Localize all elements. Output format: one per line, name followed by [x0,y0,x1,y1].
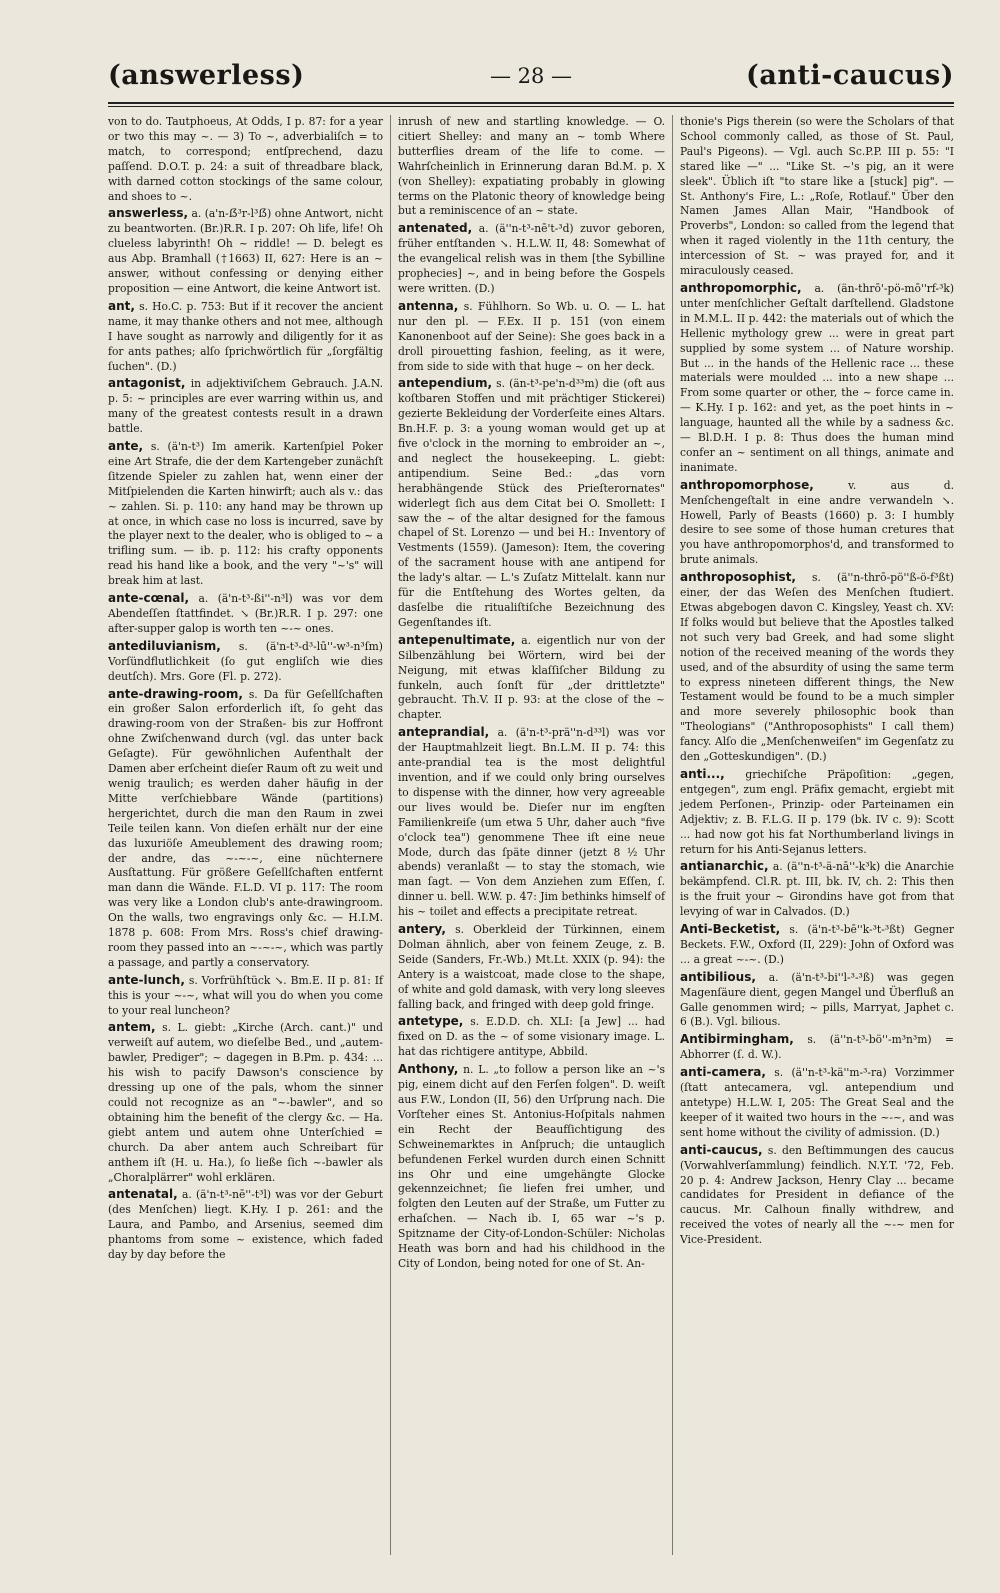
entry-headword: antependium, [398,376,493,391]
entry-text: s. (ä''n-thrō-pö''ß-ö-f³ßt) einer, der das Weſen des Menſchen ſtudiert. Etwas abgebogen davon C. Kingsley, Yeast ch. XV: If folks would but believe that the Apostles talked not such very bad Greek, and had some slight notion of the received meaning of the words they used, and of the absurdity of using the same term to express nineteen different things, the New Testament would be found to be a much simpler and more severely philosophic book than "Theologians" ("Anthroposophists" I call them) fancy. Alſo die „Menſchenweiſen" im Gegenſatz zu den „Gotteskundigen". (D.) [680,571,954,764]
entry-headword: anthropomorphose, [680,477,814,492]
entry-text: s. Da für Geſellſchaften ein großer Salon erforderlich iſt, ſo geht das drawing-room von der Straßen- bis zur Hoffront ohne Zwiſchenwand durch (vgl. das unter back Geſagte). Für gewöhnlichen Aufenthalt der Damen aber erſcheint dieſer Raum oft zu weit und wenig traulich; es werden daher häufig in der Mitte verſchiebbare Wände (partitions) hergerichtet, durch die man den Raum in zwei Teile teilen kann. Von dieſen erhält nur der eine das luxuriöſe Ameublement des drawing room; der andre, das ~-~-~, eine nüchternere Ausſtattung. Für größere Geſellſchaften entfernt man dann die Wände. F.L.D. VI p. 117: The room was very like a London club's ante-drawingroom. On the walls, two engravings only &c. — H.I.M. 1878 p. 608: From Mrs. Ross's chief drawing-room they passed into an ~-~-~, which was partly a passage, and partly a conservatory. [108,687,383,969]
entry-headword: ante-lunch, [108,972,185,987]
dictionary-entry [680,1143,954,1248]
entry-text: s. (ä'n-t³) Im amerik. Kartenſpiel Poker eine Art Strafe, die der dem Kartengeber zunächſt ſitzende Spieler zu zahlen hat, wenn einer der Mitſpielenden die Karten hinwirft; auch als v.: das ~ zahlen. Si. p. 110: any hand may be thrown up at once, in which case no loss is incurred, save by the player next to the dealer, who is obliged to ~ a trifling sum. — ib. p. 112: his crafty opponents read his hand like a book, and the very "~'s" will break him at last. [108,440,383,588]
dictionary-entry [398,221,665,297]
entry-headword: antagonist, [108,376,186,391]
header-rule [108,102,954,104]
entry-headword: answerless, [108,206,189,221]
entry-headword: Antibirmingham, [680,1032,794,1047]
entry-text: s. Oberkleid der Türkinnen, einem Dolman ähnlich, aber von feinem Zeuge, z. B. Seide (Sanders, Fr.-Wb.) Mt.Lt. XXIX (p. 94): the Antery is a waistcoat, made close to the shape, of white and gold damask, with very long sleeves falling back, and fringed with deep gold fringe. [398,923,666,1011]
entry-headword: Anthony, [398,1062,459,1077]
entry-text: s. Vorfrühſtück ↘. Bm.E. II p. 81: If this is your ~-~, what will you do when you come to your real luncheon? [108,973,383,1017]
entry-text: s. (ä'n-t³-d³-lū''-w³-n³ſm) Vorſündflutlichkeit (ſo gut engliſch wie dies deutſch). Mrs. Gore (Fl. p. 272). [108,639,383,683]
entry-text: s. (ä''n-t³-kä''m-³-ra) Vorzimmer (ſtatt antecamera, vgl. antependium und antetype) H.L.W. I, 205: The Great Seal and the keeper of it waited two hours in the ~-~, and was sent home without the civility of admission. (D.) [680,1066,954,1139]
dictionary-entry [108,1020,383,1185]
dictionary-entry [680,281,954,476]
dictionary-entry [108,1187,383,1263]
dictionary-entry [108,591,383,637]
dictionary-entry [680,922,954,968]
dictionary-entry [108,687,383,971]
entry-headword: antetype, [398,1014,464,1029]
entry-text: von to do. Tautphoeus, At Odds, I p. 87: for a year or two this may ~. — 3) To ~, adverbialiſch = to match, to correspond; entſprechend, dazu paſſend. D.O.T. p. 24: a suit of threadbare black, with darned cotton stockings of the same colour, and shoes to ~. [108,115,383,203]
column-left [108,115,390,1555]
dictionary-entry [108,115,383,204]
entry-text: griechiſche Präpoſition: „gegen, entgegen", zum engl. Präfix gemacht, ergiebt mit jedem Perſonen-, Prinzip- oder Parteinamen ein Adjektiv; z. B. F.L.G. II p. 179 (bk. IV c. 9): Scott ... had now got his fat Northumberland livings in return for his Anti-Sejanus letters. [680,767,954,856]
entry-headword: anteprandial, [398,725,490,740]
dictionary-entry [398,725,665,920]
entry-text: thonie's Pigs therein (so were the Scholars of that School commonly called, as those of St. Paul, Paul's Pigeons). — Vgl. auch Sc.P.P. III p. 55: "I stared like —" ... "Like St. ~'s pig, an it were sleek". Üblich iſt "to stare like a [stuck] pig". — St. Anthony's Fire, L.: „Roſe, Rotlauf." Über den Namen James Allan Mair, "Handbook of Proverbs", London: so called from the legend that when it raged violently in the 11th century, the intercession of St. ~ was prayed for, and it miraculously ceased. [680,115,954,278]
entry-text: a. (ä''n-t³-ä-nā''-k³k) die Anarchie bekämpfend. Cl.R. pt. III, bk. IV, ch. 2: This then is the fruit your ~ Girondins have got from that levying of war in Calvados. (D.) [680,860,954,919]
entry-headword: antenated, [398,221,473,236]
entry-text: a. (än-thrō'-pö-mō''rf-³k) unter menſchlicher Geſtalt darſtellend. Gladstone in M.M.L. II p. 442: the materials out of which the Hellenic mythology grew ... were in great part supplied by some system ... of Nature worship. But ... in the hands of the Hellenic race ... these materials were moulded ... into a new shape ... From some quarter or other, the ~ force came in. — K.Hy. I p. 162: and yet, as the poet hints in ~ language, haunted all the while by a sadness &c. — Bl.D.H. I p. 8: Thus does the human mind confer an ~ sentiment on all things, animate and inanimate. [680,281,954,474]
entry-headword: antem, [108,1020,156,1035]
entry-headword: antery, [398,922,446,937]
entry-text: a. (ä'n-t³-ßi''-n³l) was vor dem Abendeſſen ſtattfindet. ↘ (Br.)R.R. I p. 297: one after-supper galop is worth ten ~-~ ones. [108,592,383,635]
entry-headword: Anti-Becketist, [680,922,781,937]
entry-text: a. eigentlich nur von der Silbenzählung bei Wörtern, wird bei der Neigung, mit etwas klaſſiſcher Bildung zu funkeln, auch ſonſt für „der drittletzte" gebraucht. Th.V. II p. 93: at the close of the ~ chapter. [398,633,665,722]
dictionary-entry [680,570,954,765]
page-number: — 28 — [489,64,573,88]
dictionary-entry [108,299,383,375]
entry-headword: ante, [108,439,144,454]
entry-headword: ante-drawing-room, [108,686,243,701]
entry-text: s. (ä'n-t³-bē''k-³t-³ßt) Gegner Beckets. F.W., Oxford (II, 229): John of Oxford was ... a great ~-~. (D.) [680,923,954,966]
entry-headword: ante-cœnal, [108,591,190,606]
dictionary-entry [680,1032,954,1063]
entry-headword: anthropomorphic, [680,280,802,295]
entry-headword: antepenultimate, [398,632,516,647]
header-rule-thin [108,106,954,107]
dictionary-entry [108,439,383,589]
dictionary-entry [680,1065,954,1141]
dictionary-entry [398,922,665,1012]
dictionary-entry [398,115,665,219]
entry-text: s. Ho.C. p. 753: But if it recover the ancient name, it may thanke others and not mee, although I have sought as narrowly and diligently for it as for ants pathes; alſo ſprichwörtlich für „ſorgfältig ſuchen". (D.) [108,299,383,373]
dictionary-entry [108,639,383,685]
entry-headword: anthroposophist, [680,570,796,585]
entry-text: s. (ä''n-t³-bö''-m³n³m) = Abhorrer (ſ. d. W.). [680,1033,954,1062]
entry-headword: anti-caucus, [680,1142,763,1157]
page-header [108,56,954,102]
entry-headword: ant, [108,298,135,313]
entry-text: s. E.D.D. ch. XLI: [a Jew] ... had fixed on D. as the ~ of some visionary image. L. hat das richtigere antitype, Abbild. [398,1015,665,1059]
entry-text: a. (ä'n-t³-nē''-t³l) was vor der Geburt (des Menſchen) liegt. K.Hy. I p. 261: and the Laura, and Pambo, and Arsenius, seemed dim phantoms from some ~ existence, which faded day by day before the [108,1188,383,1262]
entry-headword: antibilious, [680,969,756,984]
entry-text: in adjektiviſchem Gebrauch. J.A.N. p. 5: ~ principles are ever warring within us, and many of the greatest contests result in a drawn battle. [108,377,384,436]
entry-text: s. L. giebt: „Kirche (Arch. cant.)" und verweiſt auf autem, wo dieſelbe Bed., und „autem-bawler, Prediger"; ~ dagegen in B.Pm. p. 434: ... his wish to pacify Dawson's conscience by dressing up one of the pals, whom the sinner could not recognize as an "~-bawler", and so obtaining him the benefit of the clergy &c. — Ha. giebt antem und autem ohne Unterſchied = church. Da aber antem auch Schreibart für anthem iſt (H. u. Ha.), ſo ließe ſich ~-bawler als „Choralplärrer" wohl erklären. [108,1021,383,1184]
dictionary-entry [680,115,954,279]
column-right [672,115,954,1555]
dictionary-entry [108,376,383,437]
dictionary-entry [680,478,954,568]
entry-headword: antenna, [398,298,459,313]
entry-headword: antediluvianism, [108,638,221,653]
header-left-guide-word: (answerless) [108,60,305,91]
dictionary-entry [398,633,665,723]
entry-text: a. (ä'n-t³-bi''l-³-³ß) was gegen Magenſäure dient, gegen Mangel und Überfluß an Galle genommen wird; ~ pills, Marryat, Japhet c. 6 (B.). Vgl. bilious. [680,970,954,1029]
entry-text: s. den Beſtimmungen des caucus (Vorwahlverſammlung) feindlich. N.Y.T. '72, Feb. 20 p. 4: Andrew Jackson, Henry Clay ... became candidates for President in defiance of the caucus. Mr. Calhoun finally withdrew, and received the votes of nearly all the ~-~ men for Vice-President. [680,1143,954,1247]
entry-text: s. Fühlhorn. So Wb. u. O. — L. hat nur den pl. — F.Ex. II p. 151 (von einem Kanonenboot auf der Seine): She goes back in a droll pirouetting fashion, feeling, as it were, from side to side with that huge ~ on her deck. [398,299,665,373]
entry-headword: antenatal, [108,1187,178,1202]
entry-headword: anti-camera, [680,1065,766,1080]
dictionary-entry [398,1062,665,1272]
dictionary-entry [680,970,954,1031]
header-right-guide-word: (anti-caucus) [746,60,954,91]
entry-text: a. (ä'n-t³-prä''n-d³³l) was vor der Hauptmahlzeit liegt. Bn.L.M. II p. 74: this ante-prandial tea is the most delightful invention, and if we could only bring ourselves to dispense with the dinner, how very agreeable our lives would be. Dieſer nur im engſten Familienkreiſe (um etwa 5 Uhr, daher auch "five o'clock tea") genommene Thee iſt eine neue Mode, durch das ſpäte dinner (jetzt 8 ½ Uhr abends) veranlaßt — to stay the stomach, wie man ſagt. — Von dem Anziehen zum Eſſen, ſ. dinner u. bell. W.W. p. 47: Jim bethinks himself of his ~ toilet and effects a precipitate retreat. [398,726,665,919]
dictionary-entry [398,376,665,630]
entry-text: n. L. „to follow a person like an ~'s pig, einem dicht auf den Ferſen folgen". D. weiſt aus F.W., London (II, 56) den Urſprung nach. Die Vorſteher eines St. Antonius-Hoſpitals nahmen ein Recht der Beaufſichtigung des Schweinemarktes in Anſpruch; die untauglich befundenen Ferkel wurden durch einen Schnitt ins Ohr und eine umgehängte Glocke gekennzeichnet; ſie liefen frei umher, und folgten den Leuten auf der Straße, um Futter zu erhaſchen. — Nach ib. I, 65 war ~'s p. Spitzname der City-of-London-Schüler: Nicholas Heath was born and had his childhood in the City of London, being noted for one of St. An- [398,1063,666,1270]
dictionary-entry [108,973,383,1019]
column-middle [390,115,672,1555]
entry-headword: antianarchic, [680,859,769,874]
entry-text: s. (än-t³-pe'n-d³³m) die (oft aus koſtbaren Stoffen und mit prächtiger Stickerei) gezierte Bekleidung der Vorderſeite eines Altars. Bn.H.F. p. 3: a young woman would get up at five o'clock in the morning to embroider an ~, and neglect the housekeeping. L. giebt: antipendium. Seine Bed.: „das vorn herabhängende Stück des Prieſterornates" widerlegt ſich aus dem Citat bei O. Smollett: I saw the ~ of the altar designed for the famous chapel of St. Lorenzo — und bei H.: Inventory of Vestments (1559). (Jameson): Item, the covering of the sacrament house with ane antipend for the lady's altar. — L.'s Zuſatz Mittelalt. kann nur für die Entſtehung des Wortes gelten, da dasſelbe die ritualiſtiſche Bezeichnung des Gegenſtandes iſt. [398,377,665,629]
entry-text: a. (a'n-ẞ³r-l³ẞ) ohne Antwort, nicht zu beantworten. (Br.)R.R. I p. 207: Oh life, life! Oh clueless labyrinth! Oh ~ riddle! — D. belegt es aus Abp. Bramhall (†1663) II, 627: Here is an ~ answer, without confessing or denying either proposition — eine Antwort, die keine Antwort ist. [108,207,384,295]
dictionary-entry [680,767,954,857]
dictionary-entry [680,859,954,920]
entry-headword: anti..., [680,766,725,781]
dictionary-entry [398,1014,665,1060]
dictionary-entry [398,299,665,375]
entry-text: a. (ä''n-t³-nē't-³d) zuvor geboren, früher entſtanden ↘. H.L.W. II, 48: Somewhat of the evangelical relish was in them [the Sybilline prophecies] ~, and in being before the Gospels were written. (D.) [398,222,665,295]
entry-text: v. aus d. Menſchengeſtalt in eine andre verwandeln ↘. Howell, Parly of Beasts (1660) p. 3: I humbly desire to see some of those human cretures that you have anthropomorphos'd, and transformed to brute animals. [680,478,954,567]
entry-text: inrush of new and startling knowledge. — O. citiert Shelley: and many an ~ tomb Where butterflies dream of the life to come. — Wahrſcheinlich in Erinnerung daran Bd.M. p. X (von Shelley): expatiating probably in glowing terms on the Platonic theory of knowledge being but a reminiscence of an ~ state. [398,115,665,218]
dictionary-entry [108,206,383,296]
columns [108,115,954,1555]
